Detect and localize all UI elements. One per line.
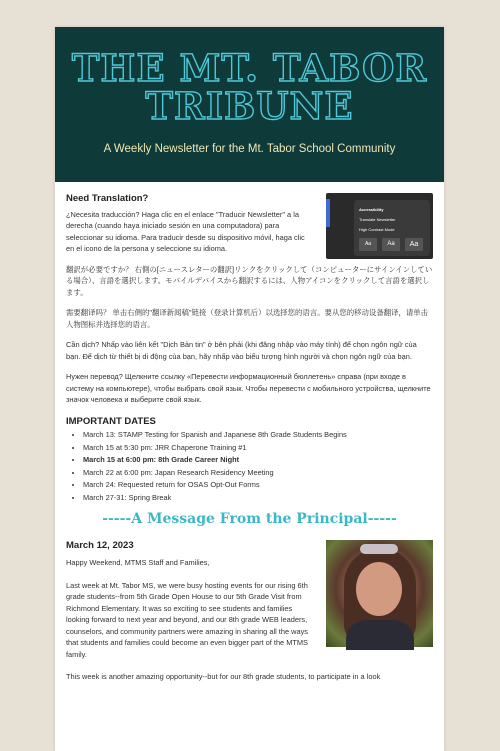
accessibility-panel-image	[326, 193, 433, 259]
text-size-large-button[interactable]: Aa	[405, 238, 423, 251]
translation-ja: 翻訳が必要ですか？ 右側の[ニュースレターの翻訳]リンクをクリックして（コンピューターにサインインしている場合）、言語を選択します。モバイルデバイスから翻訳するには、人物アイコンをクリックして言語を選択します。	[66, 264, 433, 297]
newsletter-card	[55, 27, 444, 751]
translation-heading: Need Translation?	[66, 193, 149, 204]
text-size-medium-button[interactable]: Aa	[382, 238, 400, 251]
principal-message	[66, 540, 433, 683]
date-item: • March 13: STAMP Testing for Spanish and Japanese 8th Grade Students Begins	[83, 429, 433, 442]
photo-face	[356, 562, 402, 616]
newsletter-title: THE MT. TABOR TRIBUNE	[71, 46, 428, 128]
translation-ru: Нужен перевод? Щелкните ссылку «Перевести информационный бюллетень» справа (при входе в систему на компьютере), чтобы выбрать свой язык. Чтобы перевести с мобильного устройства, щелкните значок человека и выберите свой язык.	[66, 372, 431, 404]
photo-headband	[360, 544, 398, 554]
dates-heading: IMPORTANT DATES	[66, 415, 156, 427]
newsletter-content	[55, 193, 444, 683]
translation-vi: Cần dịch? Nhấp vào liên kết "Dịch Bản tin" ở bên phải (khi đăng nhập vào máy tính) để chọn ngôn ngữ của bạn. Để dịch từ thiết bị di động của bạn, hãy nhấp vào biểu tượng hình người và chọn ngôn ngữ của bạn.	[66, 340, 417, 361]
newsletter-subtitle: A Weekly Newsletter for the Mt. Tabor School Community	[103, 143, 396, 155]
message-body-continued: This week is another amazing opportunity--but for our 8th grade students, to participate in a look	[66, 672, 381, 681]
dates-list	[66, 429, 433, 504]
translation-section	[66, 193, 433, 406]
date-item: • March 22 at 6:00 pm: Japan Research Residency Meeting	[83, 467, 433, 480]
panel-contrast-label: High Contrast Mode	[359, 227, 395, 232]
translation-es: ¿Necesita traducción? Haga clic en el enlace "Traducir Newsletter" a la derecha (cuando haya iniciado sesión en una computadora) para seleccionar su idioma. Para traducir desde su dispositivo móvil, haga clic en el icono de la persona y seleccione su idioma.	[66, 209, 305, 253]
principal-photo	[326, 540, 433, 647]
important-dates-section	[66, 416, 433, 505]
panel-accent-bar	[326, 199, 330, 227]
message-body: Last week at Mt. Tabor MS, we were busy hosting events for our rising 6th grade students--from 5th Grade Open House to our 5th Grade Visit from Richmond Elementary. It was so exciting to see students and families looking forward to next year and beyond, and our 8th grade WEB leaders, counselors, and community partners were amazing in sharing all the ways that students and families could become an even bigger part of the MTMS family.	[66, 580, 308, 659]
message-date: March 12, 2023	[66, 539, 134, 551]
date-item: • March 27-31: Spring Break	[83, 492, 433, 505]
principal-section-title: -----A Message From the Principal-----	[102, 511, 397, 527]
panel-translate-label: Translate Newsletter	[359, 217, 396, 222]
translation-zh: 需要翻译吗？ 单击右侧的"翻译新闻稿"链接（登录计算机后）以选择您的语言。要从您的移动设备翻译，请单击人物图标并选择您的语言。	[66, 308, 429, 329]
date-item: • March 24: Requested return for OSAS Opt-Out Forms	[83, 479, 433, 492]
text-size-small-button[interactable]: Aa	[359, 238, 377, 251]
panel-title: Accessibility	[359, 207, 384, 212]
message-greeting: Happy Weekend, MTMS Staff and Families,	[66, 558, 210, 567]
newsletter-header	[55, 27, 444, 182]
date-item: • March 15 at 5:30 pm: JRR Chaperone Training #1	[83, 442, 433, 455]
date-item: • March 15 at 6:00 pm: 8th Grade Career Night	[83, 454, 433, 467]
photo-shirt	[346, 620, 414, 650]
